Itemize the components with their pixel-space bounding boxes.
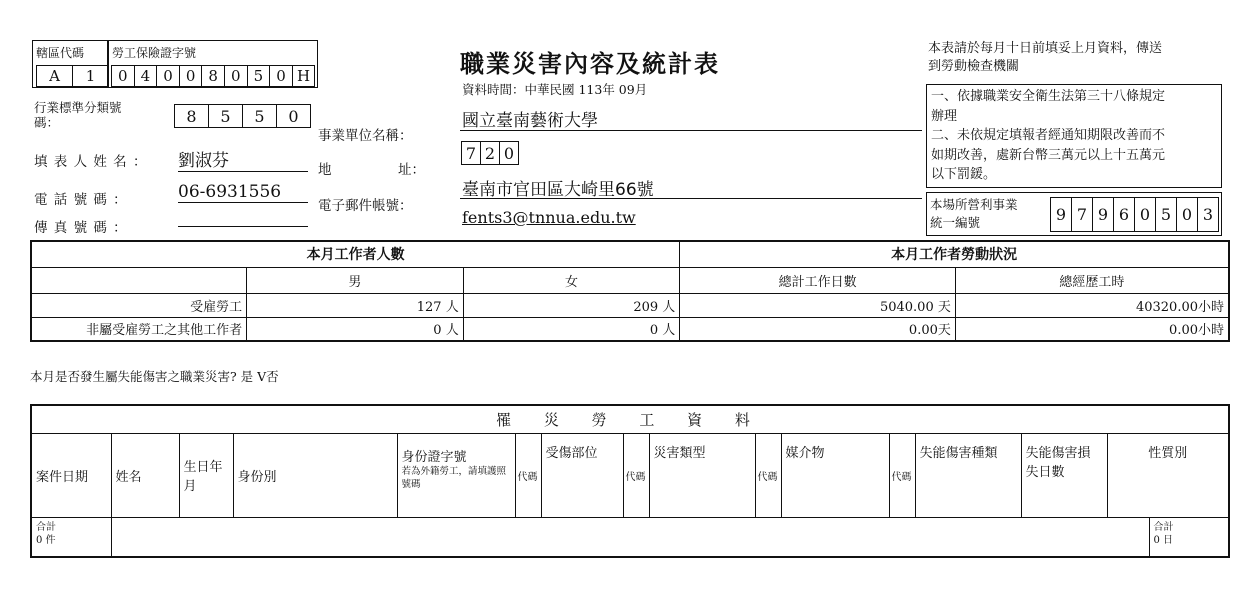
total-days: 合計 0 日 [1149,517,1229,557]
phone-value: 06-6931556 [178,182,308,203]
insurance-no-digit: 0 [111,65,135,87]
insurance-no-digit: 4 [134,65,158,87]
postal-code-digit: 2 [480,141,500,165]
male-count: 127 人 [247,293,464,317]
ubn-digit: 9 [1092,197,1114,232]
notice-line1: 本表請於每月十日前填妥上月資料，傳送 [928,41,1163,56]
region-code-digit: A [36,65,73,87]
ubn-label-line2: 統一編號 [930,215,981,230]
address-label-2: 址： [398,162,425,178]
region-code-label: 轄區代碼 [36,46,85,60]
phone-label: 電 話 號 碼 ： [34,192,128,208]
col-identity: 身份別 [233,433,397,517]
col-date: 案件日期 [31,433,111,517]
email-value[interactable]: fents3@tnnua.edu.tw [462,208,636,227]
rules-line1: 一、依據職業安全衛生法第三十八條規定 [931,89,1166,104]
col-code: 代碼 [755,433,781,517]
table-row [31,317,1229,341]
col-part: 受傷部位 [541,433,623,517]
ubn-digit: 3 [1197,197,1219,232]
notice-line2: 到勞動檢查機關 [928,59,1020,74]
insurance-no-digit: 0 [179,65,203,87]
region-code-digit: 1 [72,65,109,87]
injury-table [30,404,1230,558]
col-code: 代碼 [515,433,541,517]
industry-code-digit: 5 [208,104,243,128]
ubn-digit: 5 [1155,197,1177,232]
insurance-no-digit: 0 [156,65,180,87]
insurance-no-digit: 0 [224,65,248,87]
col-medium: 媒介物 [781,433,889,517]
male-header: 男 [247,267,464,293]
rules-line5: 以下罰鍰。 [931,167,997,182]
ubn-digit: 6 [1113,197,1135,232]
col-type: 災害類型 [649,433,755,517]
ubn-label [930,196,1018,232]
data-period: 資料時間：中華民國 113年 09月 [462,82,648,97]
address-line [460,198,922,199]
insurance-no-digit: 5 [247,65,271,87]
rules-line4: 如期改善，處新台幣三萬元以上十五萬元 [931,147,1166,163]
male-count: 0 人 [247,317,464,341]
female-header: 女 [463,267,680,293]
col-lost-days: 失能傷害損失日數 [1021,433,1107,517]
address-label-1: 地 [318,162,332,178]
rules-box [926,84,1222,188]
workers-header: 本月工作者人數 [31,241,680,267]
ubn-label-line1: 本場所營利事業 [930,197,1018,212]
status-header: 本月工作者勞動狀況 [680,241,1229,267]
col-id [397,433,515,517]
employer-name: 國立臺南藝術大學 [462,111,598,131]
industry-code-digit: 8 [174,104,209,128]
employer-name-line [460,130,922,131]
work-days: 0.00天 [680,317,956,341]
col-code: 代碼 [889,433,915,517]
work-hours: 40320.00小時 [955,293,1229,317]
row-label: 非屬受雇勞工之其他工作者 [31,317,247,341]
ubn-digit: 0 [1176,197,1198,232]
filler-name: 劉淑芬 [178,146,308,172]
postal-code-digit: 0 [499,141,519,165]
rules-line2: 辦理 [931,108,958,124]
female-count: 0 人 [463,317,680,341]
industry-label-line1: 行業標準分類號 [34,100,122,115]
col-id-note: 若為外籍勞工，請填護照號碼 [401,465,507,490]
female-count: 209 人 [463,293,680,317]
empty-row [111,517,1149,557]
filler-label: 填 表 人 姓 名 ： [34,154,148,170]
blank-cell [31,267,247,293]
insurance-no-digit: 0 [269,65,293,87]
work-days: 5040.00 天 [680,293,956,317]
row-label: 受雇勞工 [31,293,247,317]
ubn-digit: 0 [1134,197,1156,232]
fax-value [178,214,308,227]
rules-line3: 二、未依規定填報者經通知期限改善而不 [931,128,1166,143]
insurance-no-digit: 8 [201,65,225,87]
fax-label: 傳 真 號 碼 ： [34,220,128,236]
insurance-no-label: 勞工保險證字號 [112,46,197,60]
industry-label [34,100,122,130]
total-count: 合計 0 件 [31,517,111,557]
col-id-title: 身份證字號 [401,449,467,465]
ubn-digit: 7 [1071,197,1093,232]
industry-label-line2: 碼： [34,115,60,130]
ubn-digit: 9 [1050,197,1072,232]
disability-question: 本月是否發生屬失能傷害之職業災害? 是 V否 [30,369,279,384]
industry-code-digit: 5 [242,104,277,128]
page-title: 職業災害內容及統計表 [460,49,720,78]
email-label: 電子郵件帳號： [318,198,413,214]
postal-code-digit: 7 [461,141,481,165]
workers-stats-table [30,240,1230,342]
col-birth: 生日年月 [179,433,233,517]
total-hours-header: 總經歷工時 [955,267,1229,293]
address-value: 臺南市官田區大崎里66號 [462,180,654,200]
col-disability: 失能傷害種類 [915,433,1021,517]
injury-header: 罹 災 勞 工 資 料 [31,405,1229,433]
table-row [31,293,1229,317]
total-days-header: 總計工作日數 [680,267,956,293]
insurance-no-digit: H [292,65,316,87]
work-hours: 0.00小時 [955,317,1229,341]
industry-code-digit: 0 [276,104,311,128]
employer-label: 事業單位名稱： [318,128,413,144]
col-name: 姓名 [111,433,179,517]
col-code: 代碼 [623,433,649,517]
notice [928,40,1162,76]
col-gender: 性質別 [1107,433,1229,517]
